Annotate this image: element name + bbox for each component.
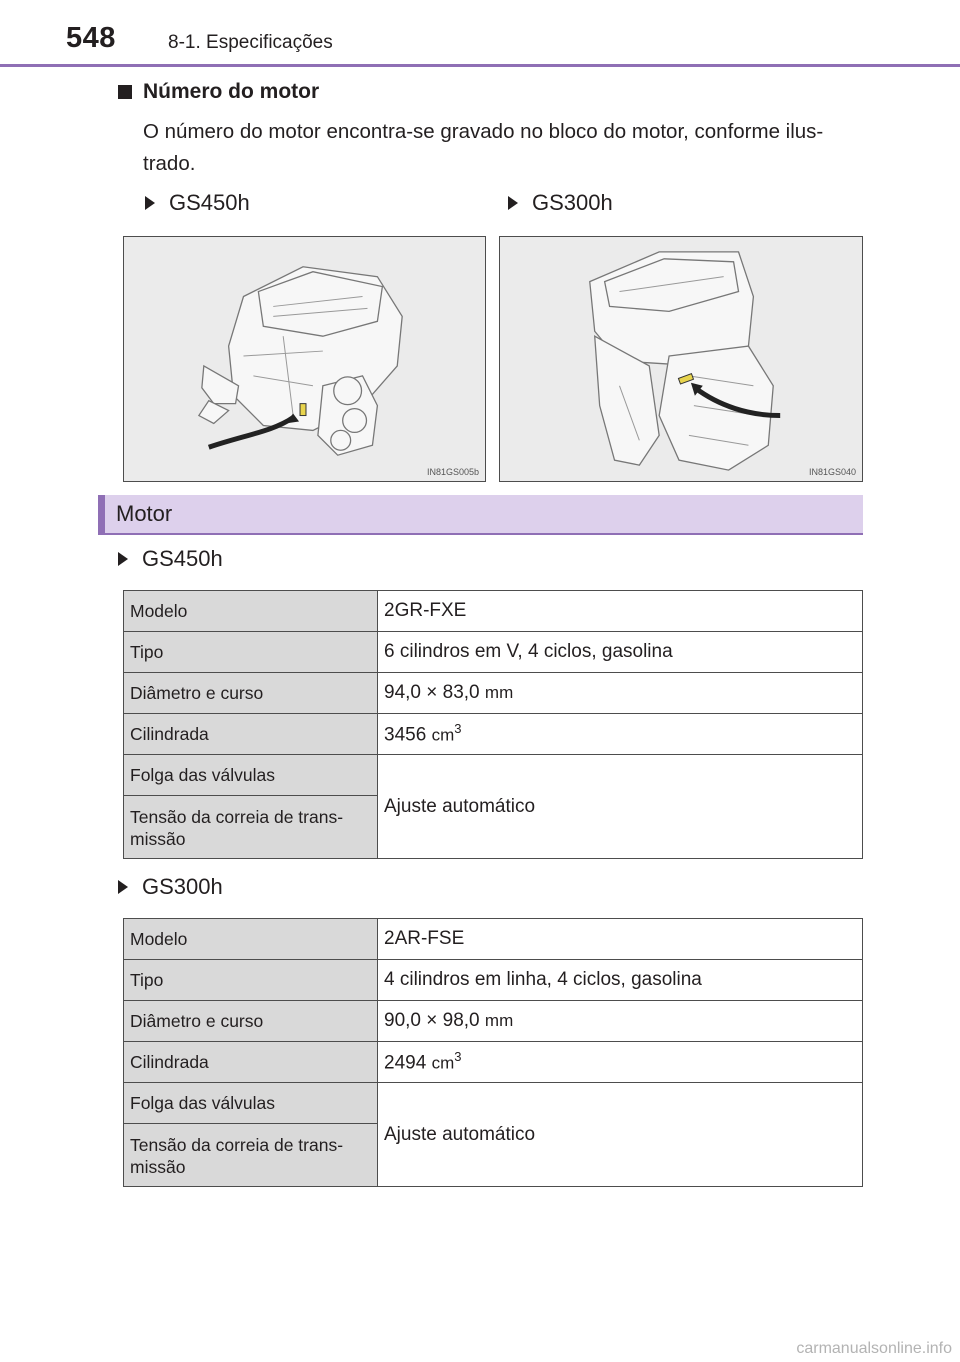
- spec-unit: mm: [484, 683, 514, 702]
- spec-value-cell: [378, 1042, 863, 1083]
- spec-value-cell: [378, 1001, 863, 1042]
- table-label-text: GS450h: [142, 546, 223, 571]
- spec-key: Tensão da correia de trans-missão: [124, 796, 378, 859]
- table-row: [124, 960, 863, 1001]
- table-row: [124, 1083, 863, 1124]
- section-accent: [98, 495, 105, 533]
- triangle-bullet-icon: [145, 196, 155, 210]
- engine-illustration-gs300h: [499, 236, 863, 482]
- spec-value: Ajuste automático: [378, 755, 863, 859]
- spec-value-cell: [378, 714, 863, 755]
- table-row: [124, 632, 863, 673]
- spec-key: Cilindrada: [124, 1042, 378, 1083]
- table-row: [124, 1042, 863, 1083]
- spec-value: 90,0 × 98,0: [384, 1010, 480, 1031]
- triangle-bullet-icon: [118, 552, 128, 566]
- spec-value: 4 cilindros em linha, 4 ciclos, gasolina: [378, 960, 863, 1001]
- table-label-gs450h: [118, 546, 223, 572]
- spec-unit-exponent: 3: [454, 721, 462, 737]
- spec-key: Diâmetro e curso: [124, 1001, 378, 1042]
- table-label-text: GS300h: [142, 874, 223, 899]
- engine-drawing: [500, 237, 862, 481]
- spec-key: Modelo: [124, 919, 378, 960]
- table-row: [124, 1001, 863, 1042]
- figure-code: IN81GS005b: [426, 467, 479, 477]
- spec-value: 2AR-FSE: [378, 919, 863, 960]
- spec-unit-exponent: 3: [454, 1049, 462, 1065]
- table-row: [124, 755, 863, 796]
- figure-label-gs300h: [508, 190, 613, 216]
- engine-number-title: Número do motor: [143, 80, 320, 103]
- spec-value-cell: [378, 673, 863, 714]
- spec-unit: cm: [431, 725, 455, 745]
- spec-value: 94,0 × 83,0: [384, 682, 480, 703]
- chapter-title: 8-1. Especificações: [168, 32, 333, 53]
- spec-key: Cilindrada: [124, 714, 378, 755]
- spec-unit: mm: [484, 1011, 514, 1030]
- triangle-bullet-icon: [508, 196, 518, 210]
- engine-number-heading: [118, 80, 319, 104]
- page-header: [0, 0, 960, 68]
- spec-key: Tensão da correia de trans-missão: [124, 1124, 378, 1187]
- figure-label-text: GS450h: [169, 190, 250, 215]
- spec-key: Folga das válvulas: [124, 1083, 378, 1124]
- watermark: carmanualsonline.info: [796, 1340, 952, 1357]
- engine-number-text: O número do motor encontra-se gravado no bloco do motor, conforme ilus-trado.: [143, 120, 824, 175]
- spec-value: 6 cilindros em V, 4 ciclos, gasolina: [378, 632, 863, 673]
- figure-label-gs450h: [145, 190, 250, 216]
- spec-key: Tipo: [124, 960, 378, 1001]
- figure-code: IN81GS040: [808, 467, 856, 477]
- spec-table-gs300h: [123, 918, 863, 1187]
- spec-key: Folga das válvulas: [124, 755, 378, 796]
- spec-value: Ajuste automático: [378, 1083, 863, 1187]
- triangle-bullet-icon: [118, 880, 128, 894]
- figure-label-text: GS300h: [532, 190, 613, 215]
- table-row: [124, 919, 863, 960]
- spec-table-gs450h: [123, 590, 863, 859]
- spec-unit: cm: [431, 1053, 455, 1073]
- table-row: [124, 714, 863, 755]
- spec-key: Tipo: [124, 632, 378, 673]
- square-bullet-icon: [118, 85, 132, 99]
- spec-key: Modelo: [124, 591, 378, 632]
- table-row: [124, 673, 863, 714]
- spec-value: 2GR-FXE: [378, 591, 863, 632]
- header-rule: [0, 64, 960, 67]
- engine-illustration-gs450h: [123, 236, 486, 482]
- spec-value: 3456: [384, 724, 427, 746]
- spec-key: Diâmetro e curso: [124, 673, 378, 714]
- page-number: 548: [66, 22, 116, 54]
- motor-section-title: Motor: [116, 501, 173, 526]
- table-row: [124, 591, 863, 632]
- table-label-gs300h: [118, 874, 223, 900]
- engine-drawing: [124, 237, 485, 481]
- motor-section-header: [98, 495, 863, 535]
- spec-value: 2494: [384, 1052, 427, 1074]
